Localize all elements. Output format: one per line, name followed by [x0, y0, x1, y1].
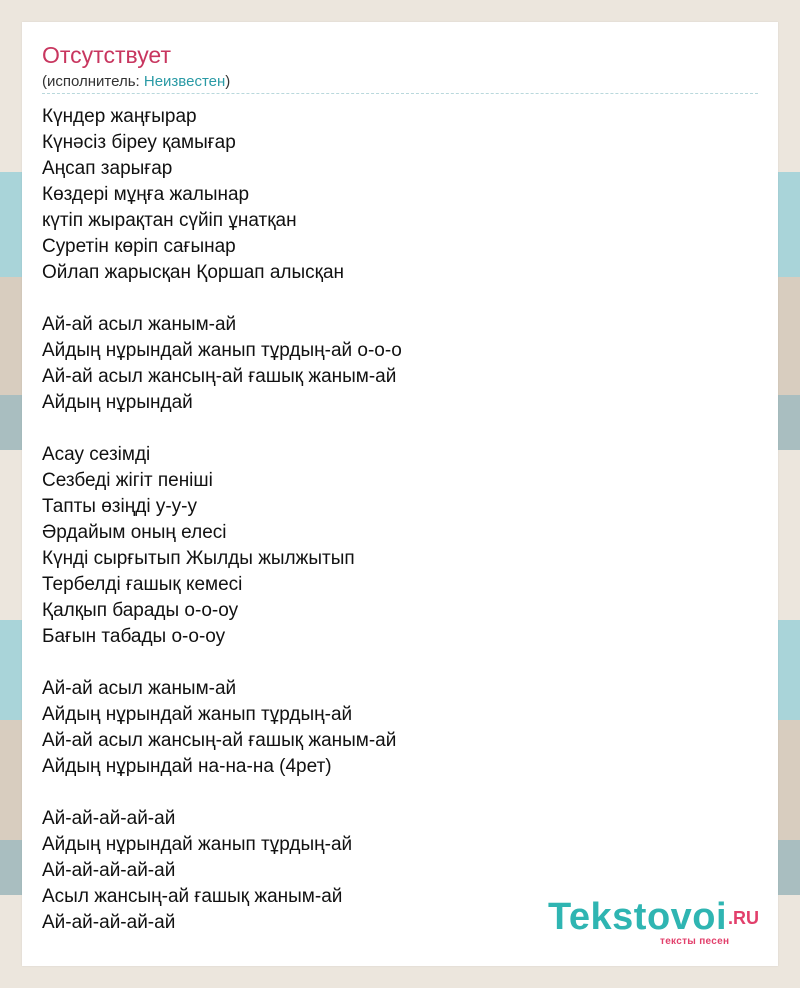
- lyric-line: Бағын табады о-о-оу: [42, 626, 226, 647]
- lyric-line: Айдың нұрындай жанып тұрдың-ай о-о-о: [42, 340, 402, 361]
- lyric-line: Тапты өзіңді у-у-у: [42, 496, 197, 517]
- lyric-line: Айдың нұрындай на-на-на (4рет): [42, 756, 332, 777]
- lyrics-text: [42, 104, 402, 936]
- stanza-break: [42, 780, 402, 806]
- lyric-line: Ойлап жарысқан Қоршап алысқан: [42, 262, 345, 283]
- lyric-line: Аңсап зарығар: [42, 158, 173, 179]
- lyrics-card: [22, 22, 778, 966]
- artist-prefix: (исполнитель:: [42, 73, 144, 90]
- lyric-line: Күндер жаңғырар: [42, 106, 197, 127]
- lyric-line: Асыл жансың-ай ғашық жаным-ай: [42, 886, 343, 907]
- artist-link[interactable]: Неизвестен: [143, 73, 226, 90]
- lyric-line: Тербелді ғашық кемесі: [42, 574, 243, 595]
- artist-line: [42, 73, 230, 90]
- lyric-line: Асау сезімді: [42, 444, 151, 465]
- lyric-line: Айдың нұрындай жанып тұрдың-ай: [42, 704, 353, 725]
- lyric-line: Ай-ай-ай-ай-ай: [42, 912, 176, 933]
- lyric-line: Суретін көріп сағынар: [42, 236, 236, 257]
- stanza-break: [42, 650, 402, 676]
- lyric-line: Ай-ай-ай-ай-ай: [42, 808, 176, 829]
- lyric-line: Әрдайым оның елесі: [42, 522, 227, 543]
- logo-domain-suffix: .RU: [728, 908, 759, 928]
- artist-suffix: ): [225, 73, 231, 90]
- lyric-line: Айдың нұрындай: [42, 392, 193, 413]
- lyric-line: Ай-ай асыл жансың-ай ғашық жаным-ай: [42, 366, 397, 387]
- lyric-line: Ай-ай асыл жансың-ай ғашық жаным-ай: [42, 730, 397, 751]
- lyric-line: күтіп жырақтан сүйіп ұнатқан: [42, 210, 297, 231]
- logo-subtitle: тексты песен: [660, 936, 730, 947]
- lyric-line: Сезбеді жігіт пеніші: [42, 470, 213, 491]
- lyric-line: Күнәсіз біреу қамығар: [42, 132, 236, 153]
- lyric-line: Күнді сырғытып Жылды жылжытып: [42, 548, 355, 569]
- song-title: Отсутствует: [42, 42, 171, 68]
- lyric-line: Айдың нұрындай жанып тұрдың-ай: [42, 834, 353, 855]
- site-logo[interactable]: [548, 896, 758, 946]
- lyric-line: Қалқып барады о-о-оу: [42, 600, 239, 621]
- lyric-line: Көздері мұңға жалынар: [42, 184, 250, 205]
- title-divider: [42, 93, 758, 94]
- lyric-line: Ай-ай асыл жаным-ай: [42, 678, 237, 699]
- stanza-break: [42, 416, 402, 442]
- lyric-line: Ай-ай-ай-ай-ай: [42, 860, 176, 881]
- logo-wordmark: Tekstovoi: [548, 896, 728, 938]
- stanza-break: [42, 286, 402, 312]
- lyric-line: Ай-ай асыл жаным-ай: [42, 314, 237, 335]
